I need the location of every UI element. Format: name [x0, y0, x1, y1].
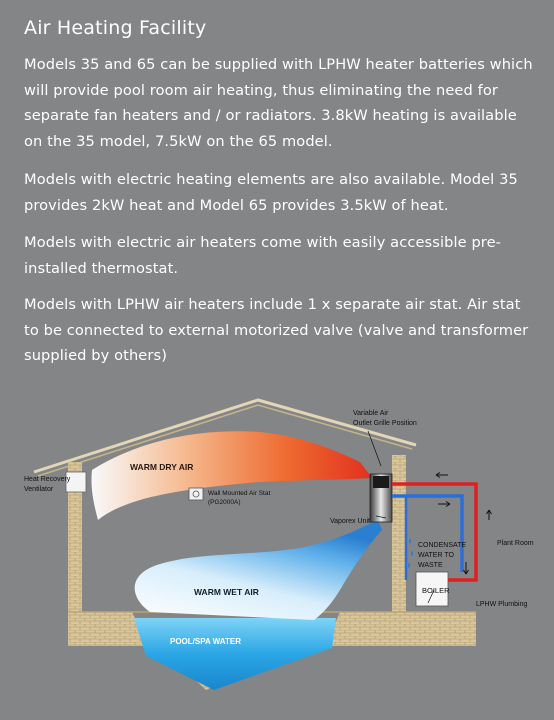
paragraph-electric-thermostat: Models with electric air heaters come with easily accessible pre-installed thermostat. [24, 234, 502, 277]
paragraph-lphw-heating: Models 35 and 65 can be supplied with LPHW heater batteries which will provide pool room air heating, thus eliminating the need for separate fan heaters and / or radiators. 3.8kW heating is available on the 35 model, 7.5kW on the 65 model. [24, 56, 533, 150]
vaporex-unit [370, 474, 392, 522]
paragraph-air-stat: Models with LPHW air heaters include 1 x separate air stat. Air stat to be connected to external motorized valve (valve and transformer supplied by others) [24, 296, 529, 364]
label-hrv-line1: Heat Recovery [24, 476, 71, 483]
label-hrv-line2: Ventilator [24, 486, 54, 493]
label-air-stat-line2: (PG2000A) [208, 499, 241, 506]
label-condensate-line1: CONDENSATE [418, 542, 467, 549]
paragraph-electric-elements: Models with electric heating elements are also available. Model 35 provides 2kW heat and Model 65 provides 3.5kW of heat. [24, 171, 518, 214]
label-boiler: BOILER [422, 586, 450, 595]
page-title: Air Heating Facility [24, 17, 207, 39]
right-wall [392, 455, 406, 620]
air-heating-diagram [0, 395, 554, 720]
label-grille-line2: Outlet Grille Position [353, 420, 417, 427]
label-lphw-plumbing: LPHW Plumbing [476, 601, 528, 608]
condensate-drips [408, 538, 413, 568]
label-condensate-line2: WATER TO [418, 552, 454, 559]
warm-wet-air-plume [135, 520, 382, 620]
label-pool-water: POOL/SPA WATER [170, 637, 241, 646]
label-warm-wet-air: WARM WET AIR [194, 587, 259, 597]
label-plant-room: Plant Room [497, 540, 534, 547]
air-stat-icon [189, 488, 203, 500]
pool-water [134, 618, 336, 690]
label-air-stat-line1: Wall Mounted Air Stat [208, 490, 271, 497]
label-condensate-line3: WASTE [418, 562, 443, 569]
label-vaporex-unit: Vaporex Unit [330, 518, 370, 525]
label-grille-line1: Variable Air [353, 410, 389, 417]
label-warm-dry-air: WARM DRY AIR [130, 462, 194, 472]
